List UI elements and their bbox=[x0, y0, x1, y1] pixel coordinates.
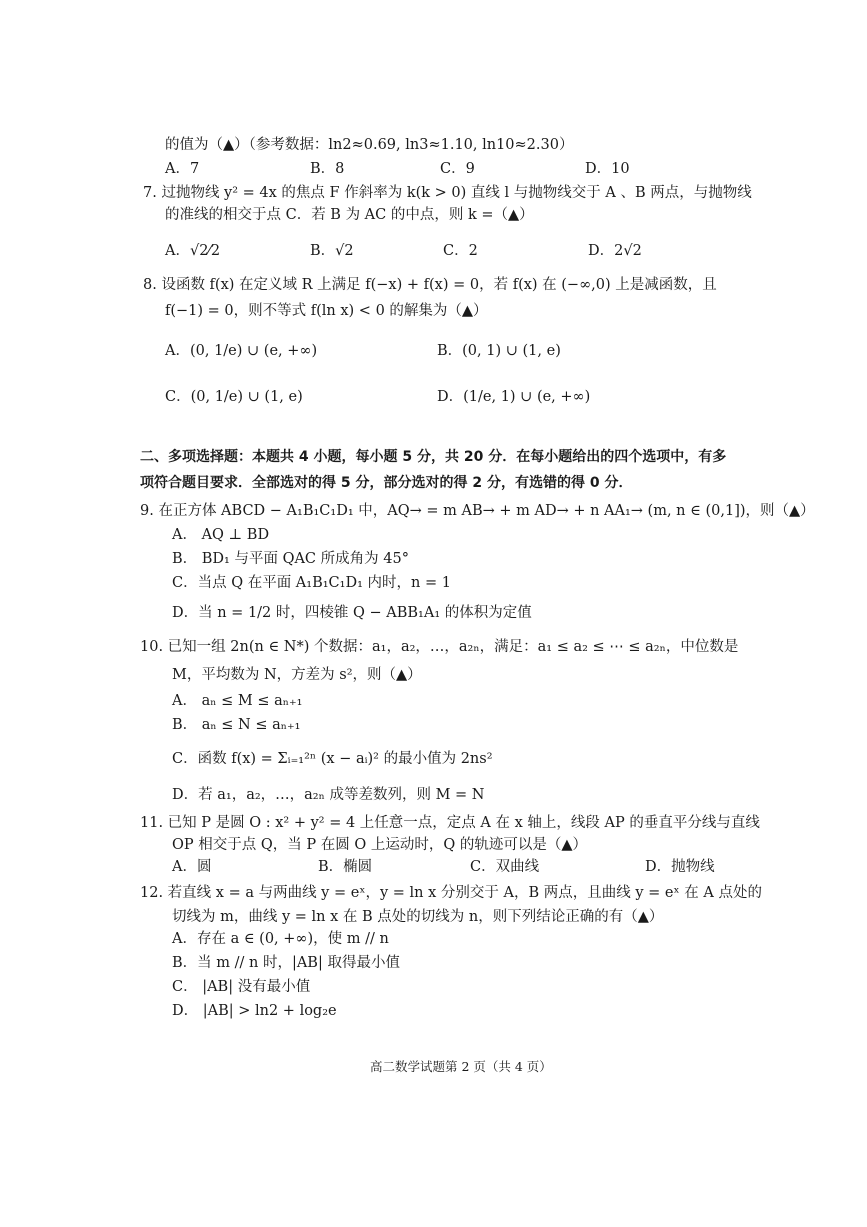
question-text-line: 9. 在正方体 ABCD − A₁B₁C₁D₁ 中，AQ→ = m AB→ + m AD→ + n AA₁→ (m, n ∈ (0,1])，则（▲） bbox=[140, 503, 815, 519]
question-text-line: 的准线的相交于点 C．若 B 为 AC 的中点，则 k =（▲） bbox=[165, 207, 534, 223]
answer-option: A． aₙ ≤ M ≤ aₙ₊₁ bbox=[172, 693, 303, 709]
section-heading-line: 二、多项选择题：本题共 4 小题，每小题 5 分，共 20 分．在每小题给出的四个选项中，有多 bbox=[140, 449, 727, 465]
answer-option: B．√2 bbox=[310, 243, 354, 259]
answer-option: C．当点 Q 在平面 A₁B₁C₁D₁ 内时，n = 1 bbox=[172, 575, 451, 591]
answer-option: B．8 bbox=[310, 161, 345, 177]
answer-option: B． BD₁ 与平面 QAC 所成角为 45° bbox=[172, 551, 409, 567]
answer-option: C．9 bbox=[440, 161, 475, 177]
question-text-line: 7. 过抛物线 y² = 4x 的焦点 F 作斜率为 k(k > 0) 直线 l 与抛物线交于 A 、B 两点，与抛物线 bbox=[143, 185, 752, 201]
answer-option: D．抛物线 bbox=[645, 859, 715, 875]
answer-option: C．函数 f(x) = Σᵢ₌₁²ⁿ (x − aᵢ)² 的最小值为 2ns² bbox=[172, 751, 493, 767]
answer-option: D．10 bbox=[585, 161, 630, 177]
answer-option: A． AQ ⊥ BD bbox=[172, 527, 270, 543]
answer-option: A．√2⁄2 bbox=[165, 243, 221, 259]
question-text-line: 切线为 m，曲线 y = ln x 在 B 点处的切线为 n，则下列结论正确的有（▲） bbox=[172, 909, 664, 925]
answer-option: D．当 n = 1/2 时，四棱锥 Q − ABB₁A₁ 的体积为定值 bbox=[172, 605, 532, 621]
answer-option: A．圆 bbox=[172, 859, 212, 875]
question-text-line: 10. 已知一组 2n(n ∈ N*) 个数据：a₁，a₂，…，a₂ₙ，满足：a₁ ≤ a₂ ≤ ⋯ ≤ a₂ₙ，中位数是 bbox=[140, 639, 739, 655]
answer-option: D．2√2 bbox=[588, 243, 642, 259]
answer-option: C．2 bbox=[443, 243, 478, 259]
answer-option: B． aₙ ≤ N ≤ aₙ₊₁ bbox=[172, 717, 301, 733]
answer-option: A．7 bbox=[165, 161, 200, 177]
answer-option: B．当 m // n 时，|AB| 取得最小值 bbox=[172, 955, 400, 971]
answer-option: D． |AB| > ln2 + log₂e bbox=[172, 1003, 337, 1019]
question-text-line: 11. 已知 P 是圆 O : x² + y² = 4 上任意一点，定点 A 在 x 轴上，线段 AP 的垂直平分线与直线 bbox=[140, 815, 760, 831]
answer-option: C． |AB| 没有最小值 bbox=[172, 979, 311, 995]
answer-option: B．(0, 1) ∪ (1, e) bbox=[437, 343, 561, 359]
question-text-line: 12. 若直线 x = a 与两曲线 y = eˣ，y = ln x 分别交于 A，B 两点，且曲线 y = eˣ 在 A 点处的 bbox=[140, 885, 762, 901]
question-text-line: M，平均数为 N，方差为 s²，则（▲） bbox=[172, 667, 422, 683]
answer-option: A．(0, 1/e) ∪ (e, +∞) bbox=[165, 343, 318, 359]
question-text-line: 的值为（▲）（参考数据：ln2≈0.69, ln3≈1.10, ln10≈2.30） bbox=[165, 137, 574, 153]
question-text-line: f(−1) = 0，则不等式 f(ln x) < 0 的解集为（▲） bbox=[165, 303, 488, 319]
page-footer: 高二数学试题第 2 页（共 4 页） bbox=[370, 1059, 552, 1074]
answer-option: C．(0, 1/e) ∪ (1, e) bbox=[165, 389, 303, 405]
answer-option: A．存在 a ∈ (0, +∞)，使 m // n bbox=[172, 931, 389, 947]
question-text-line: 8. 设函数 f(x) 在定义域 R 上满足 f(−x) + f(x) = 0，若 f(x) 在 (−∞,0) 上是减函数，且 bbox=[143, 277, 717, 293]
answer-option: D．若 a₁，a₂，…，a₂ₙ 成等差数列，则 M = N bbox=[172, 787, 485, 803]
answer-option: D．(1/e, 1) ∪ (e, +∞) bbox=[437, 389, 591, 405]
answer-option: C．双曲线 bbox=[470, 859, 540, 875]
question-text-line: OP 相交于点 Q，当 P 在圆 O 上运动时，Q 的轨迹可以是（▲） bbox=[172, 837, 587, 853]
section-heading-line: 项符合题目要求．全部选对的得 5 分，部分选对的得 2 分，有选错的得 0 分． bbox=[140, 475, 633, 491]
answer-option: B．椭圆 bbox=[318, 859, 373, 875]
